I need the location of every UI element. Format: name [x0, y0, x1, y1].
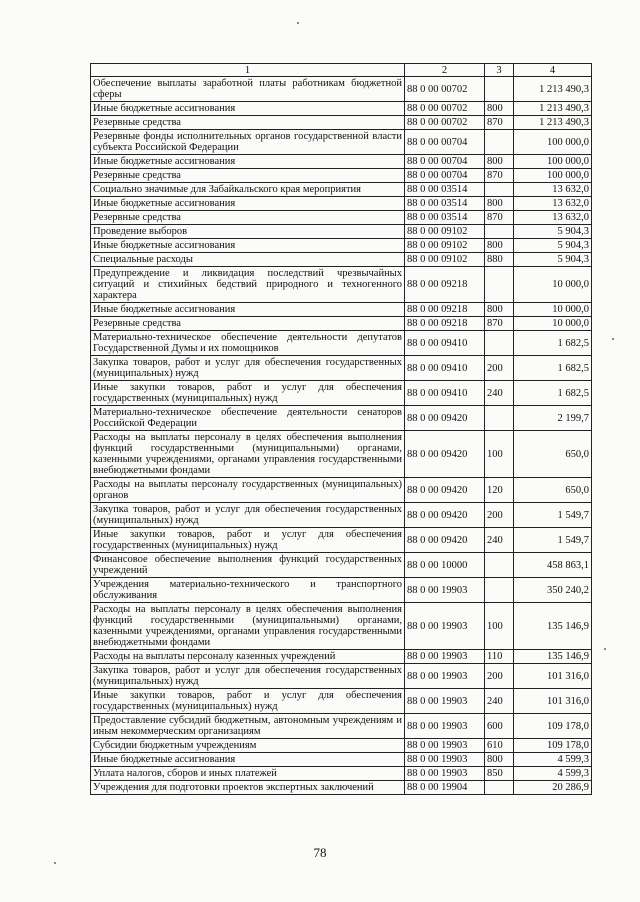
amount-cell: 5 904,3 — [514, 253, 592, 267]
row-name-cell: Закупка товаров, работ и услуг для обеспечения государственных (муниципальных) нужд — [91, 664, 405, 689]
table-row — [91, 211, 592, 225]
expense-type-cell: 610 — [485, 739, 514, 753]
row-name-cell: Предупреждение и ликвидация последствий чрезвычайных ситуаций и стихийных бедствий природного и техногенного характера — [91, 267, 405, 303]
row-name-cell: Иные бюджетные ассигнования — [91, 239, 405, 253]
amount-cell: 13 632,0 — [514, 197, 592, 211]
target-article-code-cell: 88 0 00 19903 — [405, 767, 485, 781]
table-row — [91, 603, 592, 650]
target-article-code-cell: 88 0 00 00702 — [405, 116, 485, 130]
row-name-cell: Субсидии бюджетным учреждениям — [91, 739, 405, 753]
amount-cell: 101 316,0 — [514, 689, 592, 714]
expense-type-cell — [485, 406, 514, 431]
table-row — [91, 169, 592, 183]
target-article-code-cell: 88 0 00 09410 — [405, 356, 485, 381]
scan-speck — [612, 338, 614, 340]
expense-type-cell — [485, 578, 514, 603]
target-article-code-cell: 88 0 00 19903 — [405, 603, 485, 650]
amount-cell: 135 146,9 — [514, 603, 592, 650]
expense-type-cell: 120 — [485, 478, 514, 503]
expense-type-cell: 850 — [485, 767, 514, 781]
amount-cell: 135 146,9 — [514, 650, 592, 664]
amount-cell: 109 178,0 — [514, 714, 592, 739]
target-article-code-cell: 88 0 00 09102 — [405, 253, 485, 267]
amount-cell: 101 316,0 — [514, 664, 592, 689]
target-article-code-cell: 88 0 00 00702 — [405, 102, 485, 116]
amount-cell: 10 000,0 — [514, 317, 592, 331]
amount-cell: 4 599,3 — [514, 753, 592, 767]
table-row — [91, 197, 592, 211]
expense-type-cell — [485, 77, 514, 102]
row-name-cell: Закупка товаров, работ и услуг для обеспечения государственных (муниципальных) нужд — [91, 503, 405, 528]
amount-cell: 650,0 — [514, 478, 592, 503]
scan-speck — [604, 648, 606, 650]
table-row — [91, 739, 592, 753]
table-row — [91, 431, 592, 478]
table-row — [91, 528, 592, 553]
expense-type-cell: 880 — [485, 253, 514, 267]
row-name-cell: Резервные средства — [91, 169, 405, 183]
expense-type-cell: 110 — [485, 650, 514, 664]
column-header-expense-type: 3 — [485, 64, 514, 77]
amount-cell: 2 199,7 — [514, 406, 592, 431]
table-row — [91, 183, 592, 197]
amount-cell: 100 000,0 — [514, 169, 592, 183]
expense-type-cell: 800 — [485, 197, 514, 211]
expense-type-cell: 800 — [485, 753, 514, 767]
column-header-amount: 4 — [514, 64, 592, 77]
target-article-code-cell: 88 0 00 03514 — [405, 183, 485, 197]
target-article-code-cell: 88 0 00 00704 — [405, 155, 485, 169]
table-row — [91, 317, 592, 331]
amount-cell: 650,0 — [514, 431, 592, 478]
expense-type-cell: 870 — [485, 211, 514, 225]
amount-cell: 1 682,5 — [514, 356, 592, 381]
expense-type-cell: 200 — [485, 356, 514, 381]
target-article-code-cell: 88 0 00 19903 — [405, 578, 485, 603]
target-article-code-cell: 88 0 00 09218 — [405, 267, 485, 303]
row-name-cell: Материально-техническое обеспечение деятельности сенаторов Российской Федерации — [91, 406, 405, 431]
row-name-cell: Иные закупки товаров, работ и услуг для обеспечения государственных (муниципальных) нужд — [91, 381, 405, 406]
amount-cell: 1 682,5 — [514, 331, 592, 356]
table-row — [91, 303, 592, 317]
target-article-code-cell: 88 0 00 19904 — [405, 781, 485, 795]
table-row — [91, 267, 592, 303]
row-name-cell: Иные бюджетные ассигнования — [91, 155, 405, 169]
table-row — [91, 102, 592, 116]
row-name-cell: Иные бюджетные ассигнования — [91, 102, 405, 116]
expense-type-cell: 240 — [485, 528, 514, 553]
row-name-cell: Специальные расходы — [91, 253, 405, 267]
target-article-code-cell: 88 0 00 09218 — [405, 317, 485, 331]
table-row — [91, 781, 592, 795]
row-name-cell: Иные закупки товаров, работ и услуг для обеспечения государственных (муниципальных) нужд — [91, 528, 405, 553]
column-header-name: 1 — [91, 64, 405, 77]
target-article-code-cell: 88 0 00 19903 — [405, 739, 485, 753]
expense-type-cell: 800 — [485, 102, 514, 116]
table-row — [91, 650, 592, 664]
table-row — [91, 689, 592, 714]
target-article-code-cell: 88 0 00 09420 — [405, 503, 485, 528]
table-body — [91, 77, 592, 795]
expense-type-cell — [485, 183, 514, 197]
expense-type-cell: 870 — [485, 116, 514, 130]
scan-speck — [297, 22, 299, 24]
amount-cell: 100 000,0 — [514, 130, 592, 155]
target-article-code-cell: 88 0 00 09102 — [405, 239, 485, 253]
expense-type-cell — [485, 781, 514, 795]
row-name-cell: Резервные средства — [91, 317, 405, 331]
table-row — [91, 578, 592, 603]
expense-type-cell: 200 — [485, 503, 514, 528]
expense-type-cell: 240 — [485, 381, 514, 406]
row-name-cell: Учреждения для подготовки проектов экспертных заключений — [91, 781, 405, 795]
expense-type-cell: 870 — [485, 169, 514, 183]
amount-cell: 13 632,0 — [514, 183, 592, 197]
expense-type-cell: 800 — [485, 239, 514, 253]
target-article-code-cell: 88 0 00 03514 — [405, 211, 485, 225]
scan-speck — [54, 862, 56, 864]
table-row — [91, 714, 592, 739]
expense-type-cell: 870 — [485, 317, 514, 331]
target-article-code-cell: 88 0 00 09410 — [405, 331, 485, 356]
row-name-cell: Иные бюджетные ассигнования — [91, 303, 405, 317]
table-row — [91, 503, 592, 528]
amount-cell: 1 213 490,3 — [514, 102, 592, 116]
row-name-cell: Резервные средства — [91, 211, 405, 225]
table-row — [91, 331, 592, 356]
amount-cell: 10 000,0 — [514, 267, 592, 303]
target-article-code-cell: 88 0 00 10000 — [405, 553, 485, 578]
expense-type-cell — [485, 130, 514, 155]
table-row — [91, 356, 592, 381]
table-row — [91, 116, 592, 130]
amount-cell: 1 549,7 — [514, 503, 592, 528]
row-name-cell: Расходы на выплаты персоналу в целях обеспечения выполнения функций государственными (муниципальными) органами, казенными учреждениями, органами управления государственными внебюджетными фондами — [91, 603, 405, 650]
expense-type-cell: 240 — [485, 689, 514, 714]
amount-cell: 4 599,3 — [514, 767, 592, 781]
amount-cell: 1 549,7 — [514, 528, 592, 553]
table-row — [91, 239, 592, 253]
table-row — [91, 381, 592, 406]
target-article-code-cell: 88 0 00 09218 — [405, 303, 485, 317]
table-row — [91, 253, 592, 267]
target-article-code-cell: 88 0 00 19903 — [405, 714, 485, 739]
row-name-cell: Иные закупки товаров, работ и услуг для обеспечения государственных (муниципальных) нужд — [91, 689, 405, 714]
expense-type-cell: 800 — [485, 303, 514, 317]
target-article-code-cell: 88 0 00 19903 — [405, 664, 485, 689]
expense-type-cell: 600 — [485, 714, 514, 739]
table-row — [91, 478, 592, 503]
budget-table — [90, 63, 592, 795]
table-row — [91, 553, 592, 578]
column-header-code: 2 — [405, 64, 485, 77]
amount-cell: 1 213 490,3 — [514, 116, 592, 130]
table-row — [91, 406, 592, 431]
row-name-cell: Расходы на выплаты персоналу в целях обеспечения выполнения функций государственными (муниципальными) органами, казенными учреждениями, органами управления государственными внебюджетными фондами — [91, 431, 405, 478]
expense-type-cell: 800 — [485, 155, 514, 169]
row-name-cell: Иные бюджетные ассигнования — [91, 753, 405, 767]
row-name-cell: Социально значимые для Забайкальского края мероприятия — [91, 183, 405, 197]
target-article-code-cell: 88 0 00 00704 — [405, 130, 485, 155]
amount-cell: 10 000,0 — [514, 303, 592, 317]
expense-type-cell: 100 — [485, 603, 514, 650]
amount-cell: 20 286,9 — [514, 781, 592, 795]
expense-type-cell — [485, 267, 514, 303]
page-number: 78 — [313, 845, 327, 860]
row-name-cell: Обеспечение выплаты заработной платы работникам бюджетной сферы — [91, 77, 405, 102]
row-name-cell: Проведение выборов — [91, 225, 405, 239]
target-article-code-cell: 88 0 00 19903 — [405, 753, 485, 767]
amount-cell: 458 863,1 — [514, 553, 592, 578]
target-article-code-cell: 88 0 00 00702 — [405, 77, 485, 102]
amount-cell: 13 632,0 — [514, 211, 592, 225]
table-row — [91, 225, 592, 239]
row-name-cell: Расходы на выплаты персоналу государственных (муниципальных) органов — [91, 478, 405, 503]
table-row — [91, 155, 592, 169]
amount-cell: 1 682,5 — [514, 381, 592, 406]
expense-type-cell — [485, 225, 514, 239]
target-article-code-cell: 88 0 00 19903 — [405, 650, 485, 664]
row-name-cell: Уплата налогов, сборов и иных платежей — [91, 767, 405, 781]
amount-cell: 5 904,3 — [514, 239, 592, 253]
row-name-cell: Расходы на выплаты персоналу казенных учреждений — [91, 650, 405, 664]
table-row — [91, 753, 592, 767]
amount-cell: 5 904,3 — [514, 225, 592, 239]
amount-cell: 109 178,0 — [514, 739, 592, 753]
amount-cell: 350 240,2 — [514, 578, 592, 603]
table-row — [91, 664, 592, 689]
expense-type-cell: 100 — [485, 431, 514, 478]
expense-type-cell — [485, 331, 514, 356]
target-article-code-cell: 88 0 00 00704 — [405, 169, 485, 183]
target-article-code-cell: 88 0 00 09420 — [405, 431, 485, 478]
table-row — [91, 130, 592, 155]
amount-cell: 100 000,0 — [514, 155, 592, 169]
row-name-cell: Иные бюджетные ассигнования — [91, 197, 405, 211]
row-name-cell: Предоставление субсидий бюджетным, автономным учреждениям и иным некоммерческим организациям — [91, 714, 405, 739]
amount-cell: 1 213 490,3 — [514, 77, 592, 102]
target-article-code-cell: 88 0 00 19903 — [405, 689, 485, 714]
row-name-cell: Учреждения материально-технического и транспортного обслуживания — [91, 578, 405, 603]
target-article-code-cell: 88 0 00 09420 — [405, 478, 485, 503]
expense-type-cell — [485, 553, 514, 578]
table-row — [91, 767, 592, 781]
row-name-cell: Резервные фонды исполнительных органов государственной власти субъекта Российской Федерации — [91, 130, 405, 155]
target-article-code-cell: 88 0 00 09102 — [405, 225, 485, 239]
table-row — [91, 77, 592, 102]
row-name-cell: Закупка товаров, работ и услуг для обеспечения государственных (муниципальных) нужд — [91, 356, 405, 381]
expense-type-cell: 200 — [485, 664, 514, 689]
row-name-cell: Резервные средства — [91, 116, 405, 130]
target-article-code-cell: 88 0 00 09420 — [405, 528, 485, 553]
row-name-cell: Финансовое обеспечение выполнения функций государственных учреждений — [91, 553, 405, 578]
target-article-code-cell: 88 0 00 09420 — [405, 406, 485, 431]
target-article-code-cell: 88 0 00 03514 — [405, 197, 485, 211]
row-name-cell: Материально-техническое обеспечение деятельности депутатов Государственной Думы и их помощников — [91, 331, 405, 356]
table-header-row — [91, 64, 592, 77]
target-article-code-cell: 88 0 00 09410 — [405, 381, 485, 406]
